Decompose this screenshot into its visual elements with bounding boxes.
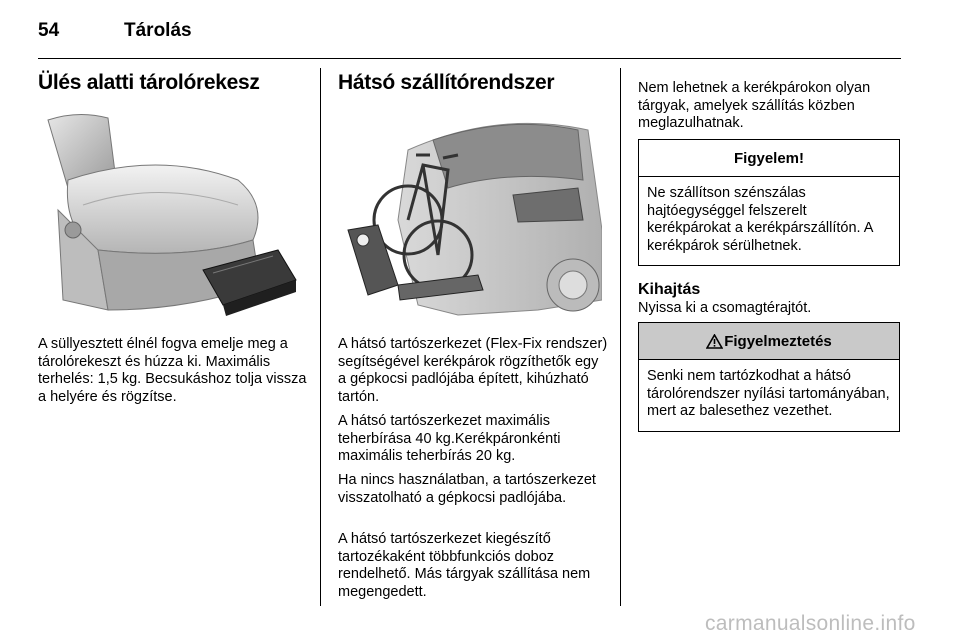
attention-text: Ne szállítson szénszálas hajtóegységgel felszerelt kerékpárokat a kerékpárszállítón. A kerékpárok sérülhetnek. bbox=[647, 185, 873, 254]
bike-carrier-illustration bbox=[338, 110, 602, 322]
watermark: carmanualsonline.info bbox=[705, 612, 916, 635]
attention-box bbox=[638, 139, 900, 266]
carrier-paragraph-2: A hátsó tartószerkezet maximális teherbírása 40 kg.Kerékpáronkénti maximális teherbírás 20 kg. bbox=[338, 413, 561, 464]
attention-title: Figyelem! bbox=[639, 140, 899, 177]
column-2 bbox=[338, 70, 608, 96]
intro-paragraph: Nem lehetnek a kerékpárokon olyan tárgyak, amelyek szállítás közben meglazulhatnak. bbox=[638, 80, 871, 131]
warning-header bbox=[639, 323, 899, 360]
header-rule bbox=[38, 58, 901, 59]
warning-box bbox=[638, 322, 900, 432]
unfold-paragraph: Nyissa ki a csomagtérajtót. bbox=[638, 300, 812, 316]
section-heading-rear-carrier: Hátsó szállítórendszer bbox=[338, 71, 555, 94]
warning-triangle-icon bbox=[706, 334, 723, 349]
seat-drawer-illustration bbox=[38, 110, 302, 322]
column-1 bbox=[38, 70, 306, 96]
section-heading-storage: Ülés alatti tárolórekesz bbox=[38, 71, 260, 94]
carrier-paragraph-1: A hátsó tartószerkezet (Flex-Fix rendszer) segítségével kerékpárok rögzíthetők egy a gépkocsi padlójába épített, kihúzható tartón. bbox=[338, 336, 608, 405]
column-divider-1 bbox=[320, 68, 321, 606]
page-title: Tárolás bbox=[124, 20, 192, 41]
carrier-paragraph-4: A hátsó tartószerkezet kiegészítő tartozékaként többfunkciós doboz rendelhető. Más tárgyak szállítása nem megengedett. bbox=[338, 531, 591, 600]
page-number: 54 bbox=[38, 20, 60, 41]
storage-paragraph: A süllyesztett élnél fogva emelje meg a tárolórekeszt és húzza ki. Maximális terhelés: 1,5 kg. Becsukáshoz tolja vissza a helyére és rögzítse. bbox=[38, 336, 307, 405]
warning-title: Figyelmeztetés bbox=[724, 332, 832, 350]
subheading-unfold: Kihajtás bbox=[638, 281, 701, 298]
carrier-paragraph-3: Ha nincs használatban, a tartószerkezet visszatolható a gépkocsi padlójába. bbox=[338, 472, 596, 506]
column-divider-2 bbox=[620, 68, 621, 606]
warning-text: Senki nem tartózkodhat a hátsó tárolórendszer nyílási tartományában, mert az balesethez vezethet. bbox=[647, 368, 890, 419]
